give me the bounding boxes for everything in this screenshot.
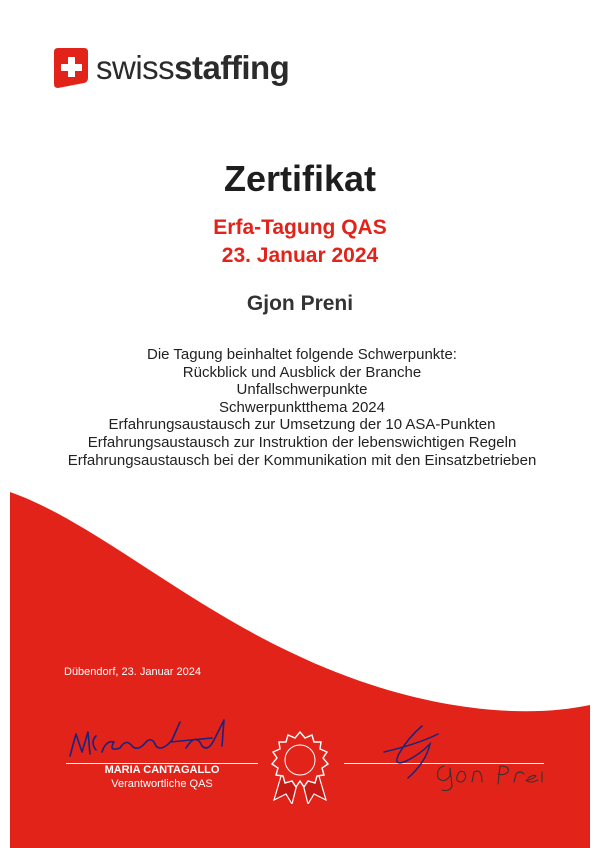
topic-item: Unfallschwerpunkte (236, 381, 368, 399)
logo-text-suffix: staffing (174, 49, 290, 86)
topic-item: Rückblick und Ausblick der Branche (182, 363, 422, 381)
participant-name: Gjon Preni (246, 292, 354, 315)
swiss-cross-icon (54, 48, 88, 88)
topic-item: Erfahrungsaustausch zur Instruktion der lebenswichtigen Regeln (87, 433, 517, 451)
signer-name: MARIA CANTAGALLO (104, 764, 220, 776)
swissstaffing-logo (54, 48, 289, 88)
topic-item: Schwerpunktthema 2024 (219, 398, 385, 416)
seal-rosette-icon (268, 730, 332, 804)
signature-right (378, 722, 548, 792)
place-date: Dübendorf, 23. Januar 2024 (64, 666, 201, 678)
topics-intro: Die Tagung beinhaltet folgende Schwerpunkte: (147, 346, 457, 363)
topics-list (60, 346, 544, 469)
certificate-title: Zertifikat (223, 158, 377, 199)
event-date: 23. Januar 2024 (221, 244, 379, 267)
event-name: Erfa-Tagung QAS (213, 216, 387, 239)
logo-text-prefix: swiss (96, 49, 175, 86)
signature-left (62, 712, 252, 764)
signer-role: Verantwortliche QAS (111, 778, 213, 790)
topic-item: Erfahrungsaustausch bei der Kommunikation mit den Einsatzbetrieben (67, 451, 537, 469)
topic-item: Erfahrungsaustausch zur Umsetzung der 10 ASA-Punkten (108, 416, 496, 434)
